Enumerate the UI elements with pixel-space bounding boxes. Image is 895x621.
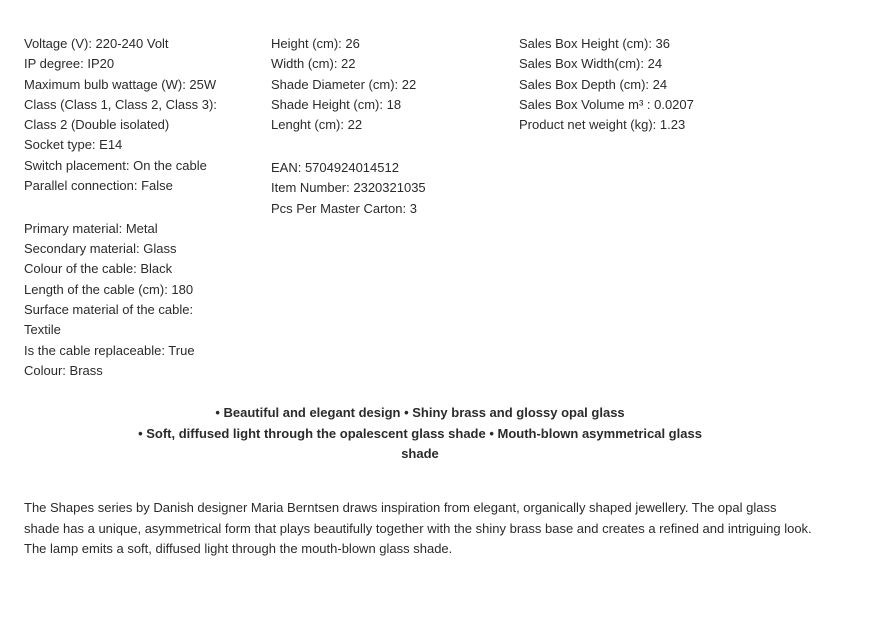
spec-line: Primary material: Metal	[24, 220, 158, 236]
spec-line: EAN: 5704924014512	[271, 159, 399, 175]
spec-line: Sales Box Width(cm): 24	[519, 56, 663, 72]
spec-line: Sales Box Depth (cm): 24	[519, 76, 668, 92]
specs-column-packaging	[519, 34, 779, 135]
spec-line: Secondary material: Glass	[24, 241, 177, 257]
specs-column-electrical	[24, 34, 254, 381]
spec-line: Item Number: 2320321035	[271, 180, 426, 196]
spec-line: Is the cable replaceable: True	[24, 342, 195, 358]
spec-line: Maximum bulb wattage (W): 25W	[24, 76, 217, 92]
spec-line: Voltage (V): 220-240 Volt	[24, 36, 169, 51]
feature-line: shade	[401, 446, 439, 461]
spec-line: Sales Box Height (cm): 36	[519, 36, 671, 51]
spec-line: Width (cm): 22	[271, 56, 356, 72]
spec-line: Product net weight (kg): 1.23	[519, 117, 686, 133]
spec-line: IP degree: IP20	[24, 56, 115, 72]
spec-line: Surface material of the cable:	[24, 302, 194, 318]
spec-line: Pcs Per Master Carton: 3	[271, 200, 417, 216]
spec-line: Height (cm): 26	[271, 36, 360, 51]
spacer	[24, 196, 254, 219]
spec-line: Length of the cable (cm): 180	[24, 281, 194, 297]
spacer	[271, 135, 501, 158]
feature-line: • Soft, diffused light through the opalescent glass shade • Mouth-blown asymmetrical glass	[138, 425, 702, 441]
spec-line: Shade Diameter (cm): 22	[271, 76, 417, 92]
feature-highlights	[0, 403, 840, 465]
product-description: The Shapes series by Danish designer Maria Berntsen draws inspiration from elegant, organically shaped jewellery. The opal glass shade has a unique, asymmetrical form that plays beautifully together with the shiny brass base and creates a refined and intriguing look. The lamp emits a soft, diffused light through the mouth-blown glass shade.	[24, 500, 812, 556]
spec-line: Colour of the cable: Black	[24, 261, 173, 277]
spec-line: Shade Height (cm): 18	[271, 96, 402, 112]
spec-line: Class 2 (Double isolated)	[24, 117, 170, 133]
spec-line: Textile	[24, 322, 61, 338]
spec-line: Switch placement: On the cable	[24, 157, 207, 173]
specs-column-dimensions	[271, 34, 501, 219]
spec-line: Parallel connection: False	[24, 178, 173, 194]
spec-line: Class (Class 1, Class 2, Class 3):	[24, 96, 217, 112]
feature-line: • Beautiful and elegant design • Shiny brass and glossy opal glass	[215, 405, 625, 420]
spec-line: Lenght (cm): 22	[271, 117, 363, 133]
spec-line: Socket type: E14	[24, 137, 123, 153]
spec-line: Sales Box Volume m³ : 0.0207	[519, 96, 694, 112]
spec-line: Colour: Brass	[24, 362, 103, 378]
